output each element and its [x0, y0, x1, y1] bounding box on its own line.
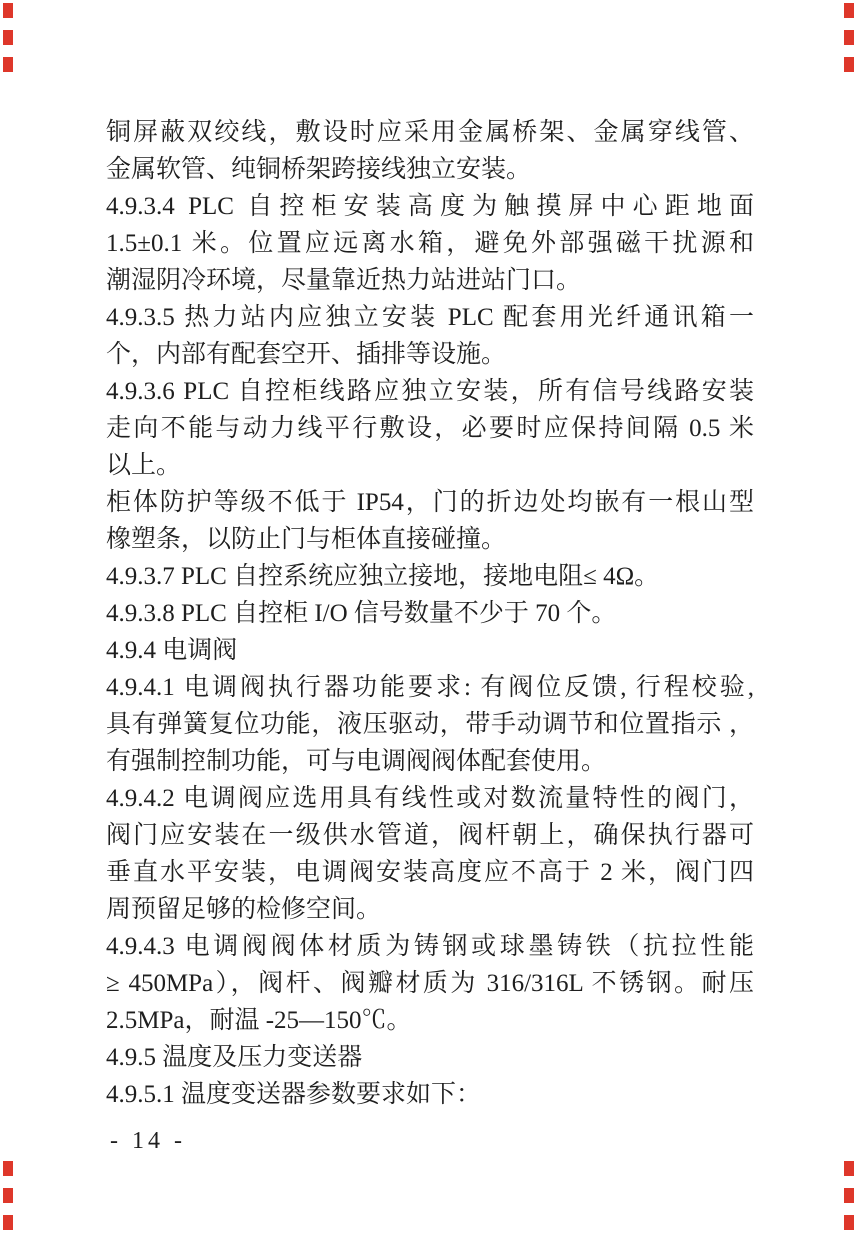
- text-line: 金属软管、纯铜桥架跨接线独立安装。: [106, 156, 532, 183]
- text-line: 橡塑条，以防止门与柜体直接碰撞。: [106, 526, 507, 553]
- text-block: [106, 114, 754, 1113]
- text-line: 2.5MPa，耐温 -25—150℃。: [106, 1007, 412, 1034]
- text-line: 周预留足够的检修空间。: [106, 896, 382, 923]
- text-line: 铜屏蔽双绞线，敷设时应采用金属桥架、金属穿线管、: [106, 119, 754, 146]
- text-line: 4.9.3.6 PLC 自控柜线路应独立安装，所有信号线路安装: [106, 378, 754, 405]
- text-line: 以上。: [106, 452, 182, 479]
- corner-mark-bottom-right: [844, 1161, 854, 1237]
- text-line: 阀门应安装在一级供水管道，阀杆朝上，确保执行器可: [106, 822, 754, 849]
- corner-mark-top-left: [3, 3, 13, 79]
- text-line: 4.9.3.8 PLC 自控柜 I/O 信号数量不少于 70 个。: [106, 600, 617, 627]
- text-line: 4.9.4 电调阀: [106, 637, 238, 664]
- text-line: 潮湿阴冷环境，尽量靠近热力站进站门口。: [106, 267, 582, 294]
- text-line: 4.9.4.1 电调阀执行器功能要求: 有阀位反馈, 行程校验,: [106, 674, 754, 701]
- text-line: 4.9.3.4 PLC 自控柜安装高度为触摸屏中心距地面: [106, 193, 754, 220]
- text-line: 4.9.4.2 电调阀应选用具有线性或对数流量特性的阀门，: [106, 785, 754, 812]
- text-line: 4.9.5 温度及压力变送器: [106, 1044, 363, 1071]
- text-line: 有强制控制功能，可与电调阀阀体配套使用。: [106, 748, 607, 775]
- text-line: 具有弹簧复位功能，液压驱动，带手动调节和位置指示 ，: [106, 711, 754, 738]
- corner-mark-bottom-left: [3, 1161, 13, 1237]
- text-line: 1.5±0.1 米。位置应远离水箱，避免外部强磁干扰源和: [106, 230, 754, 257]
- text-line: 柜体防护等级不低于 IP54，门的折边处均嵌有一根山型: [106, 489, 754, 516]
- text-line: 4.9.3.5 热力站内应独立安装 PLC 配套用光纤通讯箱一: [106, 304, 754, 331]
- text-line: 垂直水平安装，电调阀安装高度应不高于 2 米，阀门四: [106, 859, 754, 886]
- page-number: - 14 -: [110, 1128, 186, 1154]
- corner-mark-top-right: [844, 3, 854, 79]
- text-line: 4.9.3.7 PLC 自控系统应独立接地，接地电阻≤ 4Ω。: [106, 563, 660, 590]
- text-line: 4.9.4.3 电调阀阀体材质为铸钢或球墨铸铁（抗拉性能: [106, 933, 754, 960]
- text-line: 走向不能与动力线平行敷设，必要时应保持间隔 0.5 米: [106, 415, 754, 442]
- text-line: 4.9.5.1 温度变送器参数要求如下：: [106, 1081, 482, 1108]
- text-line: ≥ 450MPa），阀杆、阀瓣材质为 316/316L 不锈钢。耐压: [106, 970, 754, 997]
- text-line: 个，内部有配套空开、插排等设施。: [106, 341, 507, 368]
